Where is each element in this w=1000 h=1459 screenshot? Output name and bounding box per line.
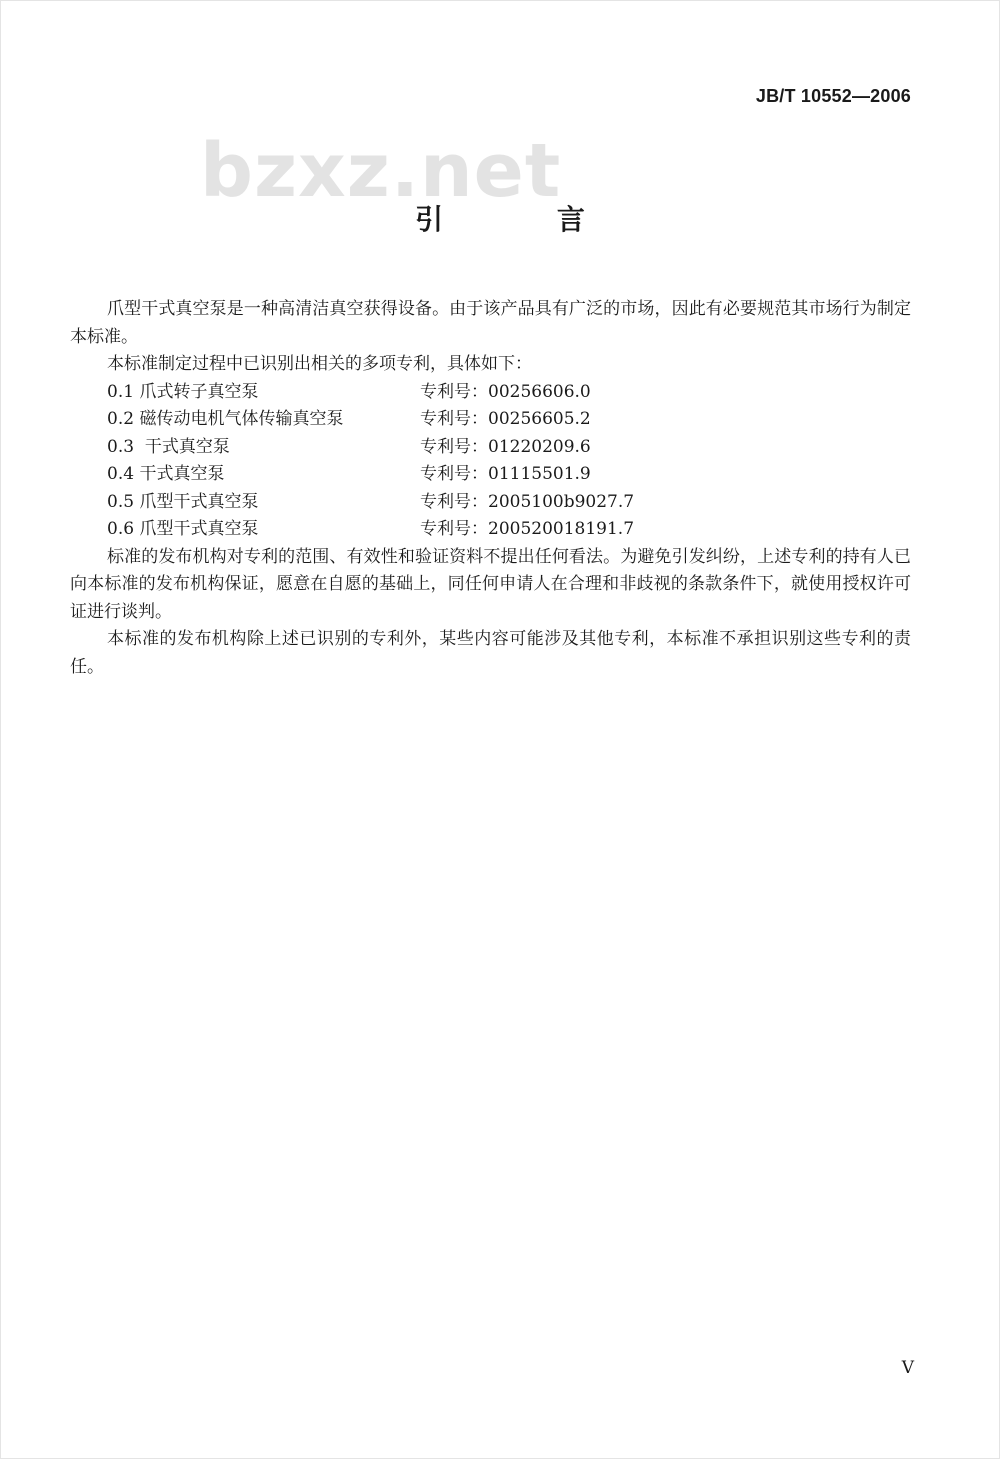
responsibility-paragraph: 本标准的发布机构除上述已识别的专利外，某些内容可能涉及其他专利，本标准不承担识别这些专利的责任。 (70, 629, 911, 677)
patent-item (70, 489, 911, 517)
patent-item (70, 406, 911, 434)
patent-name: 0.6 爪型干式真空泵 (107, 519, 259, 539)
patent-item (70, 516, 911, 544)
patent-item (70, 461, 911, 489)
patent-number: 专利号：00256606.0 (420, 381, 591, 402)
patent-list (70, 379, 911, 544)
patent-name: 0.1 爪式转子真空泵 (107, 381, 259, 402)
patent-item (70, 379, 911, 407)
page-number: V (901, 1358, 914, 1378)
patent-name: 0.5 爪型干式真空泵 (107, 491, 259, 512)
standard-number: JB/T 10552—2006 (755, 86, 911, 106)
patents-intro-paragraph: 本标准制定过程中已识别出相关的多项专利，具体如下： (107, 354, 532, 374)
patent-number: 专利号：2005100b9027.7 (420, 491, 635, 512)
watermark: bzxz.net (200, 128, 562, 214)
patent-number: 专利号：00256605.2 (420, 409, 591, 429)
disclaimer-paragraph: 标准的发布机构对专利的范围、有效性和验证资料不提出任何看法。为避免引发纠纷，上述专利的持有人已向本标准的发布机构保证，愿意在自愿的基础上，同任何申请人在合理和非歧视的条款条件下，就使用授权许可证进行谈判。 (70, 546, 911, 622)
patent-name: 0.4 干式真空泵 (107, 464, 225, 484)
patent-name: 0.3 干式真空泵 (107, 436, 230, 457)
patent-name: 0.2 磁传动电机气体传输真空泵 (107, 409, 344, 429)
patent-number: 专利号：01220209.6 (420, 436, 591, 457)
intro-paragraph: 爪型干式真空泵是一种高清洁真空获得设备。由于该产品具有广泛的市场，因此有必要规范其市场行为制定本标准。 (70, 299, 911, 347)
patent-number: 专利号：01115501.9 (420, 464, 591, 484)
page-title: 引 言 (415, 203, 637, 236)
patent-number: 专利号：200520018191.7 (420, 519, 635, 539)
patent-item (70, 434, 911, 462)
document-body (70, 296, 911, 681)
